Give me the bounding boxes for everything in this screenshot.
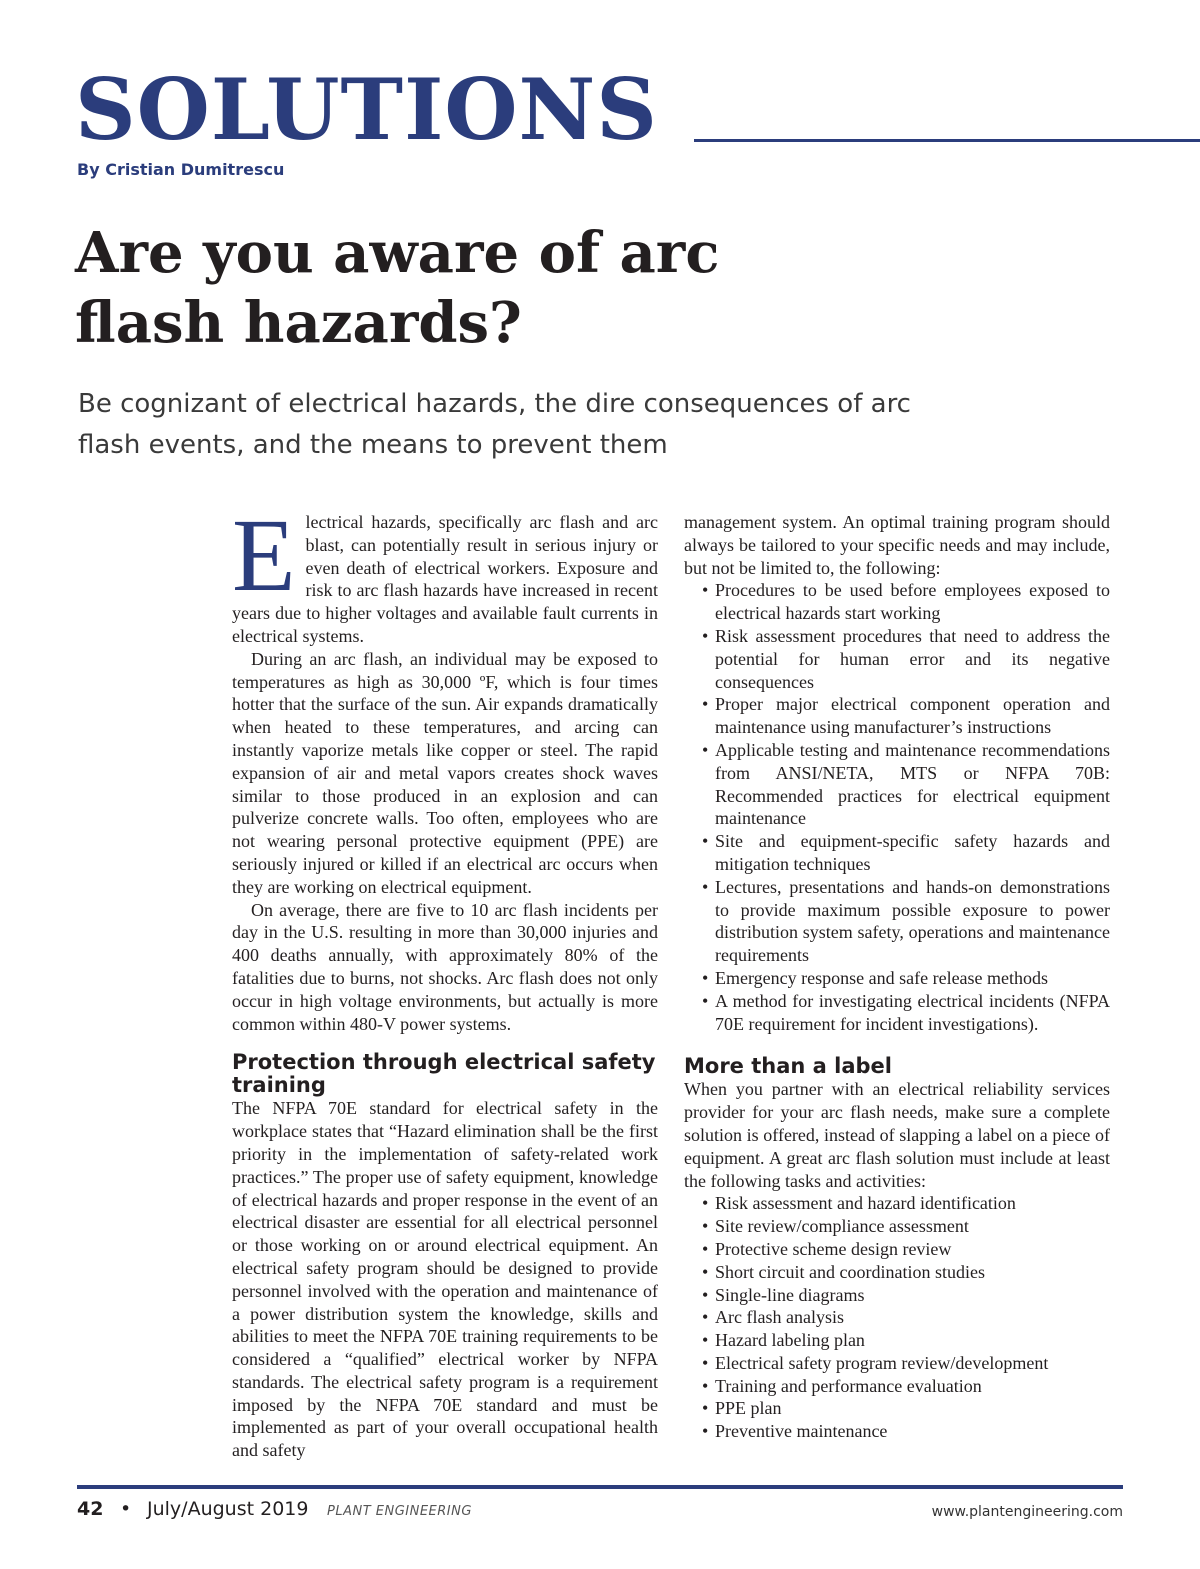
body-paragraph: During an arc flash, an individual may be exposed to temperatures as high as 30,000 ºF, which is four times hotter that the surface of the sun. Air expands dramatically when heated to these temperatures, and arcing can instantly vaporize metals like copper or steel. The rapid expansion of air and metal vapors creates shock waves similar to those produced in an explosion and can pulverize concrete walls. Too often, employees who are not wearing personal protective equipment (PPE) are seriously injured or killed if an electrical arc occurs when they are working on electrical equipment. — [232, 648, 658, 897]
subhead-label: More than a label — [684, 1054, 892, 1079]
list-item: • Electrical safety program review/development — [684, 1352, 1110, 1375]
article-column-right — [684, 511, 1110, 1443]
list-item: • Short circuit and coordination studies — [684, 1261, 1110, 1284]
list-item: • Protective scheme design review — [684, 1238, 1110, 1261]
subhead-training: Protection through electrical safety training — [232, 1050, 656, 1098]
article-column-left — [232, 498, 658, 1462]
list-item: • Arc flash analysis — [684, 1306, 1110, 1329]
list-item: • PPE plan — [684, 1397, 1110, 1420]
task-list — [684, 1192, 1110, 1443]
list-item: • Procedures to be used before employees exposed to electrical hazards start working — [684, 579, 1110, 625]
page-footer — [77, 1498, 1123, 1524]
drop-cap: E — [232, 498, 296, 613]
body-paragraph: When you partner with an electrical reliability services provider for your arc flash needs, make sure a complete solution is offered, instead of slapping a label on a piece of equipment. A great arc flash solution must include at least the following tasks and activities: — [684, 1079, 1110, 1191]
intro-text: lectrical hazards, specifically arc flash and arc blast, can potentially result in serious injury or even death of electrical workers. Exposure and risk to arc flash hazards have increased in recent years due to higher voltages and available fault currents in electrical systems. — [232, 512, 658, 646]
byline: By Cristian Dumitrescu — [77, 160, 285, 179]
footer-separator: • — [120, 1498, 132, 1520]
list-item: • Applicable testing and maintenance recommendations from ANSI/NETA, MTS or NFPA 70B: Recommended practices for electrical equipment maintenance — [684, 739, 1110, 830]
deck: Be cognizant of electrical hazards, the dire consequences of arc flash events, and the means to prevent them — [78, 389, 911, 460]
issue-date: July/August 2019 — [147, 1498, 309, 1520]
list-item: • Lectures, presentations and hands-on demonstrations to provide maximum possible exposure to power distribution system safety, operations and maintenance requirements — [684, 876, 1110, 967]
headline: Are you aware of arc flash hazards? — [75, 220, 720, 356]
body-paragraph: On average, there are five to 10 arc flash incidents per day in the U.S. resulting in more than 30,000 injuries and 400 deaths annually, with approximately 80% of the fatalities due to burns, not shocks. Arc flash does not only occur in high voltage environments, but actually is more common within 480-V power systems. — [232, 899, 658, 1034]
list-item: • Risk assessment and hazard identification — [684, 1192, 1110, 1215]
body-paragraph: management system. An optimal training program should always be tailored to your specific needs and may include, but not be limited to, the following: — [684, 512, 1110, 578]
body-paragraph: The NFPA 70E standard for electrical safety in the workplace states that “Hazard elimination shall be the first priority in the implementation of safety-related work practices.” The proper use of safety equipment, knowledge of electrical hazards and proper response in the event of an electrical disaster are essential for all electrical personnel or those working on or around electrical equipment. An electrical safety program should be designed to provide personnel involved with the operation and maintenance of a power distribution system the knowledge, skills and abilities to meet the NFPA 70E training requirements to be considered a “qualified” electrical worker by NFPA standards. The electrical safety program is a requirement imposed by the NFPA 70E standard and must be implemented as part of your overall occupational health and safety — [232, 1098, 658, 1461]
list-item: • Proper major electrical component operation and maintenance using manufacturer’s instructions — [684, 693, 1110, 739]
list-item: • Training and performance evaluation — [684, 1375, 1110, 1398]
magazine-name: PLANT ENGINEERING — [327, 1504, 472, 1519]
list-item: • Site review/compliance assessment — [684, 1215, 1110, 1238]
list-item: • Single-line diagrams — [684, 1284, 1110, 1307]
list-item: • A method for investigating electrical incidents (NFPA 70E requirement for incident investigations). — [684, 990, 1110, 1036]
list-item: • Site and equipment-specific safety hazards and mitigation techniques — [684, 830, 1110, 876]
list-item: • Hazard labeling plan — [684, 1329, 1110, 1352]
list-item: • Preventive maintenance — [684, 1420, 1110, 1443]
intro-paragraph — [232, 498, 658, 648]
page-number: 42 — [77, 1498, 104, 1520]
title-rule — [694, 139, 1200, 142]
section-title: SOLUTIONS — [75, 60, 658, 159]
training-list — [684, 579, 1110, 1035]
footer-rule — [77, 1485, 1123, 1489]
list-item: • Risk assessment procedures that need to address the potential for human error and its negative consequences — [684, 625, 1110, 693]
list-item: • Emergency response and safe release methods — [684, 967, 1110, 990]
website-url: www.plantengineering.com — [931, 1504, 1123, 1520]
